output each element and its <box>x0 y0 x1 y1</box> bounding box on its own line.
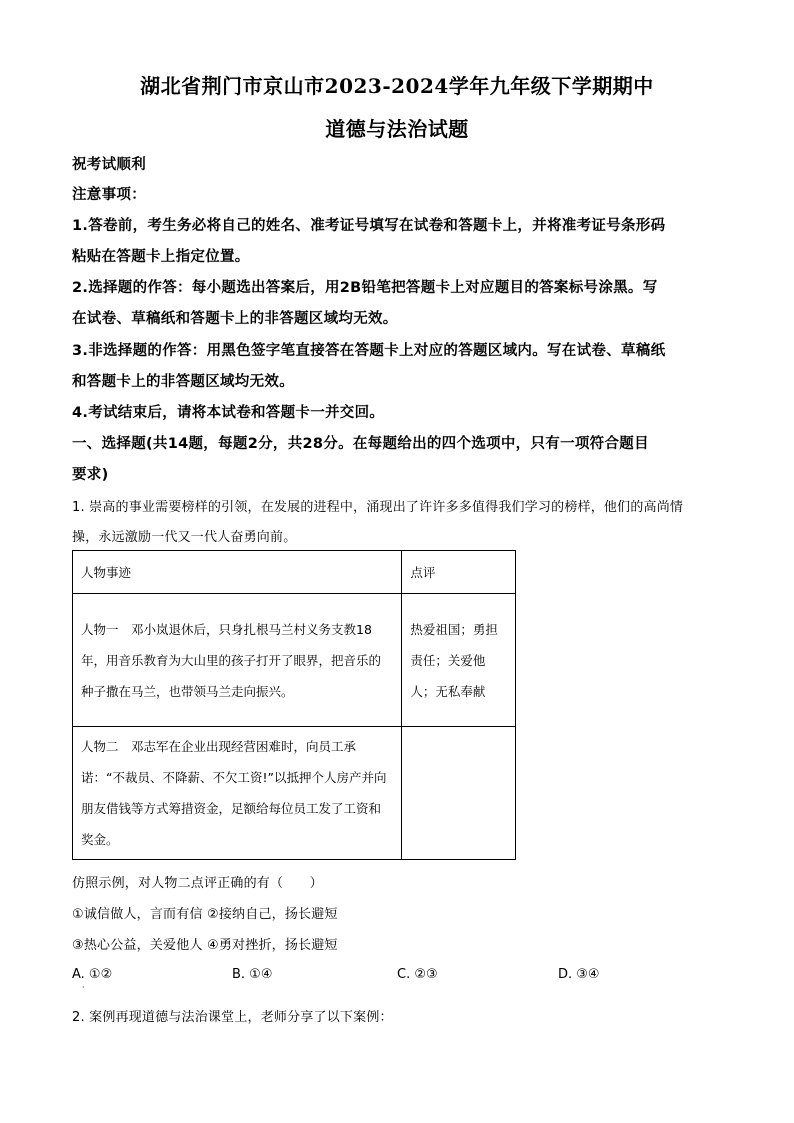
notice-line: 和答题卡上的非答题区域均无效。 <box>72 374 294 390</box>
option-a: A. ①② <box>72 967 113 982</box>
notice-line: 2.选择题的作答：每小题选出答案后，用2B铅笔把答题卡上对应题目的答案标号涂黑。写 <box>72 280 658 296</box>
person1-story: 人物一 邓小岚退休后，只身扎根马兰村义务支教18年，用音乐教育为大山里的孩子打开了眼界，把音乐的种子撒在马兰，也带领马兰走向振兴。 <box>73 594 402 727</box>
question-1-stem-cont: 操，永远激励一代又一代人奋勇向前。 <box>72 530 297 545</box>
notice-heading: 注意事项： <box>72 187 146 203</box>
question-1-prompt: 仿照示例，对人物二点评正确的有（ ） <box>72 876 323 891</box>
header-comment: 点评 <box>402 551 516 594</box>
table-row <box>73 727 516 860</box>
question-1-stem: 1. 崇高的事业需要榜样的引领，在发展的进程中，涌现出了许许多多值得我们学习的榜样，他们的高尚情 <box>72 500 684 515</box>
person1-comment: 热爱祖国；勇担责任；关爱他人；无私奉献 <box>402 594 516 727</box>
statement-line: ①诚信做人，言而有信 ②接纳自己，扬长避短 <box>72 907 338 922</box>
option-c: C. ②③ <box>397 967 438 982</box>
table-header-row <box>73 551 516 594</box>
section-heading-cont: 要求) <box>72 467 109 483</box>
person-table <box>72 550 516 860</box>
notice-line: 4.考试结束后，请将本试卷和答题卡一并交回。 <box>72 405 385 421</box>
stray-dot: · <box>82 983 85 992</box>
section-heading: 一、选择题(共14题，每题2分，共28分。在每题给出的四个选项中，只有一项符合题目 <box>72 436 649 452</box>
person2-comment <box>402 727 516 860</box>
header-story: 人物事迹 <box>73 551 402 594</box>
exam-subject-title: 道德与法治试题 <box>325 117 469 141</box>
option-b: B. ①④ <box>232 967 273 982</box>
notice-line: 在试卷、草稿纸和答题卡上的非答题区域均无效。 <box>72 311 398 327</box>
statement-line: ③热心公益，关爱他人 ④勇对挫折，扬长避短 <box>72 938 338 953</box>
table-row <box>73 594 516 727</box>
exam-title: 湖北省荆门市京山市2023-2024学年九年级下学期期中 <box>140 74 654 98</box>
notice-line: 粘贴在答题卡上指定位置。 <box>72 249 250 265</box>
notice-line: 3.非选择题的作答：用黑色签字笔直接答在答题卡上对应的答题区域内。写在试卷、草稿纸 <box>72 343 666 359</box>
greeting-text: 祝考试顺利 <box>72 157 146 173</box>
option-d: D. ③④ <box>558 967 600 982</box>
person2-story: 人物二 邓志军在企业出现经营困难时，向员工承诺：“不裁员、不降薪、不欠工资!”以抵押个人房产并向朋友借钱等方式筹措资金，足额给每位员工发了工资和奖金。 <box>73 727 402 860</box>
question-2-stem: 2. 案例再现道德与法治课堂上，老师分享了以下案例： <box>72 1010 393 1025</box>
notice-line: 1.答卷前，考生务必将自己的姓名、准考证号填写在试卷和答题卡上，并将准考证号条形码 <box>72 218 666 234</box>
